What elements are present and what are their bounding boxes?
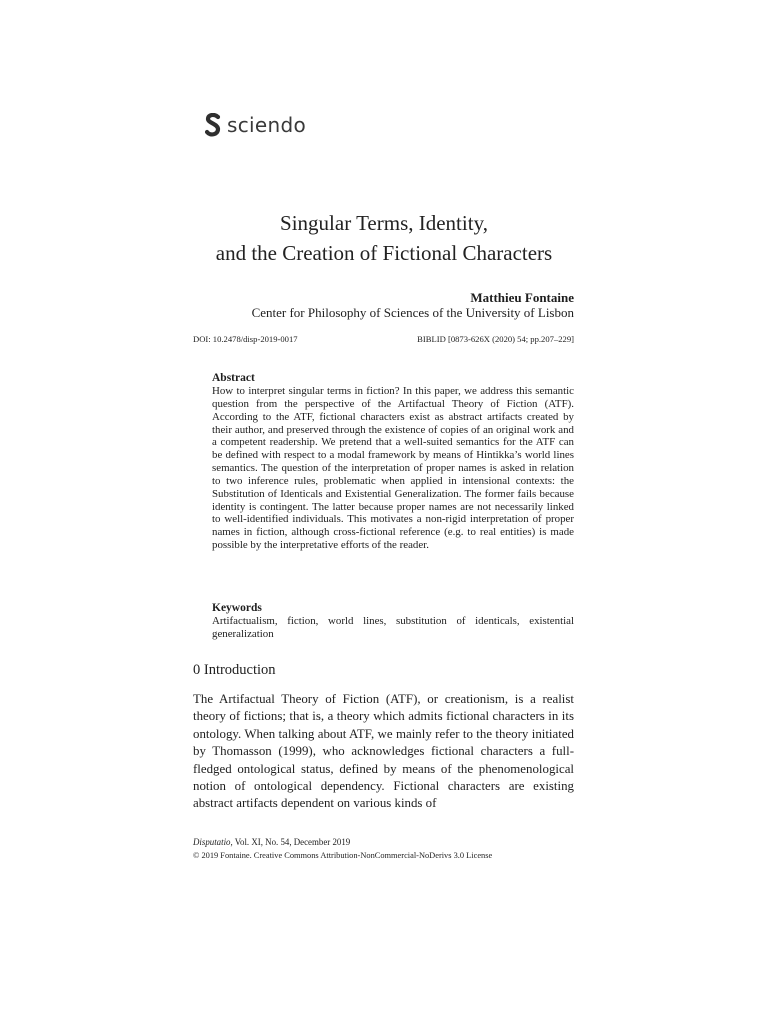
- journal-name: Disputatio: [193, 837, 231, 847]
- keywords-text: Artifactualism, fiction, world lines, substitution of identicals, existential generalization: [212, 615, 574, 641]
- keywords-section: [212, 601, 574, 642]
- biblid-identifier: BIBLID [0873-626X (2020) 54; pp.207–229]: [417, 334, 574, 344]
- doi-identifier: DOI: 10.2478/disp-2019-0017: [193, 334, 298, 344]
- journal-issue: , Vol. XI, No. 54, December 2019: [230, 837, 351, 847]
- author-affiliation: Center for Philosophy of Sciences of the University of Lisbon: [251, 305, 574, 320]
- title-line-2: and the Creation of Fictional Characters: [215, 241, 553, 265]
- introduction-text: The Artifactual Theory of Fiction (ATF), or creationism, is a realist theory of fictions; that is, a theory which admits fictional characters in its ontology. When talking about ATF, we mainly refer to the theory initiated by Thomasson (1999), who acknowledges fictional characters a full-fledged ontological status, defined by means of the phenomenological notion of ontological dependency. Fictional characters are existing abstract artifacts dependent on various kinds of: [193, 692, 574, 811]
- publisher-logo: [205, 112, 306, 138]
- sciendo-s-logo-icon: [205, 113, 221, 137]
- publisher-name: sciendo: [227, 113, 306, 137]
- footer-citation: [193, 837, 350, 847]
- introduction-heading: 0 Introduction: [193, 662, 276, 678]
- abstract-section: [212, 371, 574, 552]
- abstract-text: How to interpret singular terms in fiction? In this paper, we address this semantic question from the perspective of the Artifactual Theory of Fiction (ATF). According to the ATF, fictional characters exist as abstract artifacts created by their author, and preserved through the existence of copies of an original work and a competent readership. We pretend that a well-suited semantics for the ATF can be defined with respect to a modal framework by means of Hintikka’s world lines semantics. The question of the interpretation of proper names is asked in relation to two inference rules, problematic when applied in intensional contexts: the Substitution of Identicals and Existential Generalization. The former fails because identity is contingent. The latter because proper names are not necessarily linked to well-identified individuals. This motivates a non-rigid interpretation of proper names in fiction, although cross-fictional reference (e.g. to real entities) is made possible by the interpretative efforts of the reader.: [212, 385, 574, 552]
- paper-title: [150, 208, 618, 268]
- keywords-heading: Keywords: [212, 602, 262, 614]
- title-line-1: Singular Terms, Identity,: [280, 211, 488, 235]
- author-name: Matthieu Fontaine: [470, 290, 574, 305]
- footer-license: © 2019 Fontaine. Creative Commons Attribution-NonCommercial-NoDerivs 3.0 License: [193, 851, 493, 860]
- abstract-heading: Abstract: [212, 372, 255, 384]
